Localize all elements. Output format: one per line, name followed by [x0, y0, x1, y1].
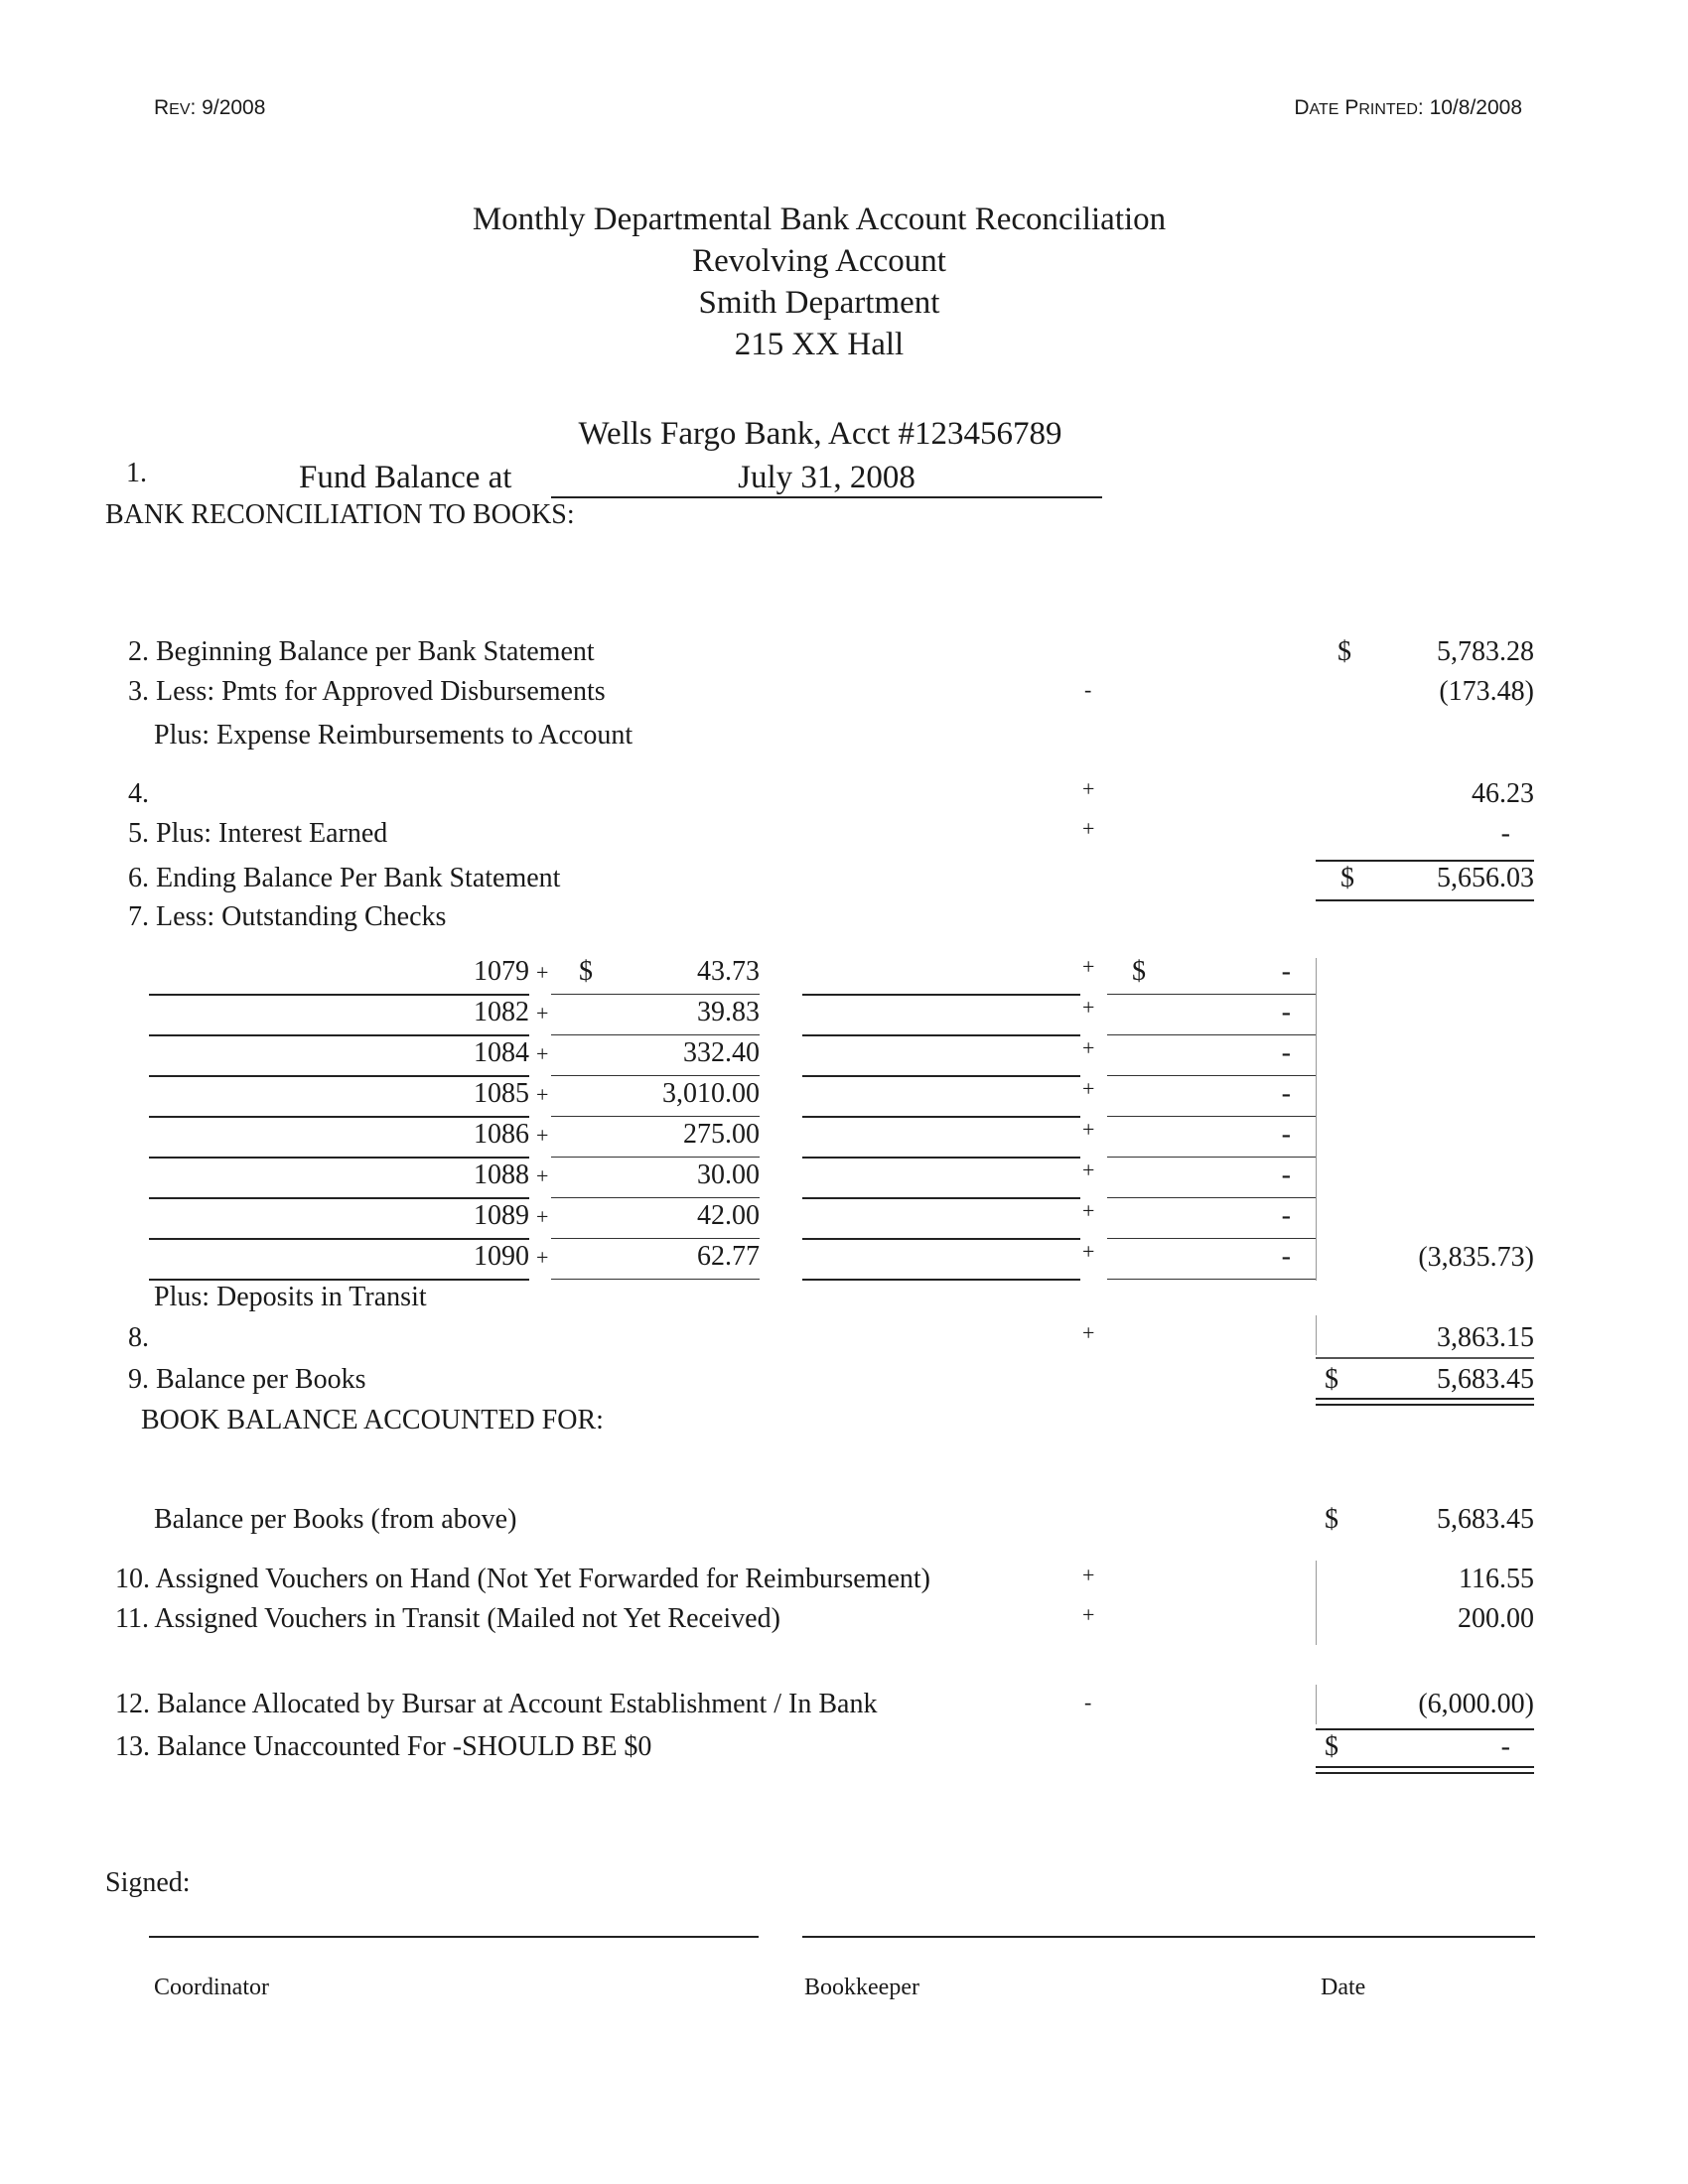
line-9-label: 9. Balance per Books: [128, 1364, 366, 1395]
fund-line-number: 1.: [126, 458, 147, 488]
check-blank-rule[interactable]: [802, 1279, 1080, 1281]
check-right-amount: -: [1281, 1160, 1291, 1190]
check-right-plus-sign: +: [1082, 954, 1095, 979]
check-right-plus-sign: +: [1082, 1076, 1095, 1101]
line-13-currency: $: [1325, 1731, 1338, 1762]
check-right-rule: [1107, 1157, 1316, 1158]
check-number: 1089: [474, 1200, 529, 1231]
check-amount: 39.83: [697, 997, 760, 1027]
line-8-operator: +: [1082, 1320, 1095, 1345]
line-2-label: 2. Beginning Balance per Bank Statement: [128, 636, 595, 667]
line-8-divider: [1316, 1315, 1317, 1355]
check-blank-rule[interactable]: [802, 1197, 1080, 1199]
check-amount: 43.73: [697, 956, 760, 987]
line-11-label: 11. Assigned Vouchers in Transit (Mailed not Yet Received): [115, 1603, 780, 1634]
bank-reconciliation-heading: BANK RECONCILIATION TO BOOKS:: [105, 499, 575, 530]
check-right-rule: [1107, 1197, 1316, 1198]
check-blank-rule[interactable]: [802, 994, 1080, 996]
book-balance-heading: BOOK BALANCE ACCOUNTED FOR:: [141, 1405, 604, 1435]
line-9-currency: $: [1325, 1364, 1338, 1395]
check-plus-sign: +: [536, 1082, 549, 1107]
check-plus-sign: +: [536, 1041, 549, 1066]
line-13-amount: -: [1500, 1731, 1510, 1762]
line-4-amount: 46.23: [1472, 778, 1534, 809]
line-4-number: 4.: [128, 778, 149, 809]
line-2-amount: 5,783.28: [1437, 636, 1534, 667]
line-8-number: 8.: [128, 1322, 149, 1353]
line-10-label: 10. Assigned Vouchers on Hand (Not Yet Forwarded for Reimbursement): [115, 1564, 930, 1594]
check-right-amount: -: [1281, 1241, 1291, 1272]
line-4-operator: +: [1082, 776, 1095, 801]
revision-label: REV: 9/2008: [154, 96, 266, 119]
line-12-amount: (6,000.00): [1418, 1689, 1534, 1719]
check-right-currency: $: [1132, 956, 1146, 987]
line-8-amount: 3,863.15: [1437, 1322, 1534, 1353]
checks-right-divider: [1316, 958, 1317, 1281]
line-13-double-rule-bottom: [1316, 1772, 1534, 1774]
line-12-operator: -: [1084, 1690, 1092, 1714]
check-amount-rule: [551, 1197, 760, 1198]
check-plus-sign: +: [536, 960, 549, 985]
line-11-amount: 200.00: [1458, 1603, 1534, 1634]
check-number: 1082: [474, 997, 529, 1027]
check-right-plus-sign: +: [1082, 1117, 1095, 1142]
check-amount-rule: [551, 994, 760, 995]
line-9-double-rule-top: [1316, 1398, 1534, 1400]
check-right-amount: -: [1281, 956, 1291, 987]
book-balance-from-above-amount: 5,683.45: [1437, 1504, 1534, 1535]
check-number: 1084: [474, 1037, 529, 1068]
line-3-label: 3. Less: Pmts for Approved Disbursements: [128, 676, 606, 707]
check-right-amount: -: [1281, 1200, 1291, 1231]
coordinator-signature-line[interactable]: [149, 1936, 759, 1938]
check-number: 1086: [474, 1119, 529, 1150]
check-blank-rule[interactable]: [802, 1075, 1080, 1077]
check-number: 1085: [474, 1078, 529, 1109]
signed-label: Signed:: [105, 1867, 191, 1898]
bank-account: Wells Fargo Bank, Acct #123456789: [578, 416, 1062, 452]
department-address: 215 XX Hall: [734, 327, 905, 362]
date-label: Date: [1321, 1975, 1366, 2000]
line-12-label: 12. Balance Allocated by Bursar at Account Establishment / In Bank: [115, 1689, 878, 1719]
document-title: Monthly Departmental Bank Account Reconciliation: [472, 202, 1167, 237]
check-right-rule: [1107, 1116, 1316, 1117]
bookkeeper-label: Bookkeeper: [804, 1975, 919, 2000]
check-blank-rule[interactable]: [802, 1034, 1080, 1036]
check-right-rule: [1107, 1075, 1316, 1076]
lines-10-11-divider: [1316, 1561, 1317, 1645]
check-right-plus-sign: +: [1082, 995, 1095, 1020]
department-name: Smith Department: [698, 285, 940, 321]
line-2-currency: $: [1337, 636, 1351, 667]
line-6-bottom-rule: [1316, 899, 1534, 901]
check-right-rule: [1107, 994, 1316, 995]
check-number: 1088: [474, 1160, 529, 1190]
line-8-pre-label: Plus: Deposits in Transit: [154, 1282, 427, 1312]
check-currency: $: [579, 956, 593, 987]
line-7-total: (3,835.73): [1418, 1242, 1534, 1273]
date-printed-label: DATE PRINTED: 10/8/2008: [1294, 96, 1522, 119]
line-10-operator: +: [1082, 1563, 1095, 1587]
check-amount: 332.40: [683, 1037, 760, 1068]
check-right-rule: [1107, 1279, 1316, 1280]
check-right-amount: -: [1281, 1078, 1291, 1109]
line-9-double-rule-bottom: [1316, 1404, 1534, 1406]
line-8-rule: [1316, 1357, 1534, 1359]
check-right-plus-sign: +: [1082, 1158, 1095, 1182]
check-blank-rule[interactable]: [802, 1157, 1080, 1159]
line-6-currency: $: [1340, 863, 1354, 893]
line-3-operator: -: [1084, 677, 1092, 702]
book-balance-from-above-label: Balance per Books (from above): [154, 1504, 517, 1535]
check-plus-sign: +: [536, 1204, 549, 1229]
check-number: 1090: [474, 1241, 529, 1272]
check-amount: 275.00: [683, 1119, 760, 1150]
check-plus-sign: +: [536, 1001, 549, 1025]
line-12-divider: [1316, 1685, 1317, 1724]
check-right-plus-sign: +: [1082, 1198, 1095, 1223]
check-right-plus-sign: +: [1082, 1035, 1095, 1060]
fund-date-underline: [551, 496, 1102, 498]
check-amount-rule: [551, 1116, 760, 1117]
line-6-amount: 5,656.03: [1437, 863, 1534, 893]
check-right-rule: [1107, 1238, 1316, 1239]
check-blank-rule[interactable]: [802, 1116, 1080, 1118]
fund-balance-date: July 31, 2008: [738, 460, 915, 495]
check-right-amount: -: [1281, 997, 1291, 1027]
check-right-plus-sign: +: [1082, 1239, 1095, 1264]
check-amount-rule: [551, 1238, 760, 1239]
check-amount: 3,010.00: [662, 1078, 760, 1109]
check-right-amount: -: [1281, 1119, 1291, 1150]
line-13-double-rule-top: [1316, 1766, 1534, 1768]
line-10-amount: 116.55: [1459, 1564, 1534, 1594]
fund-balance-label: Fund Balance at: [299, 460, 512, 495]
check-amount-rule: [551, 1157, 760, 1158]
check-plus-sign: +: [536, 1163, 549, 1188]
account-type: Revolving Account: [692, 243, 946, 279]
check-plus-sign: +: [536, 1123, 549, 1148]
check-right-amount: -: [1281, 1037, 1291, 1068]
coordinator-label: Coordinator: [154, 1975, 269, 2000]
check-amount: 30.00: [697, 1160, 760, 1190]
check-amount-rule: [551, 1034, 760, 1035]
line-13-label: 13. Balance Unaccounted For -SHOULD BE $0: [115, 1731, 652, 1762]
line-11-operator: +: [1082, 1602, 1095, 1627]
line-3-amount: (173.48): [1439, 676, 1534, 707]
check-amount: 62.77: [697, 1241, 760, 1272]
check-amount-rule: [551, 1279, 760, 1280]
line-6-label: 6. Ending Balance Per Bank Statement: [128, 863, 561, 893]
book-balance-from-above-currency: $: [1325, 1504, 1338, 1535]
check-amount-rule: [551, 1075, 760, 1076]
line-5-amount: -: [1500, 818, 1510, 849]
bookkeeper-signature-line[interactable]: [802, 1936, 1535, 1938]
check-number: 1079: [474, 956, 529, 987]
line-4-pre-label: Plus: Expense Reimbursements to Account: [154, 720, 633, 751]
line-5-label: 5. Plus: Interest Earned: [128, 818, 388, 849]
line-5-operator: +: [1082, 816, 1095, 841]
line-9-amount: 5,683.45: [1437, 1364, 1534, 1395]
check-amount: 42.00: [697, 1200, 760, 1231]
line-7-label: 7. Less: Outstanding Checks: [128, 901, 447, 932]
check-right-rule: [1107, 1034, 1316, 1035]
check-blank-rule[interactable]: [802, 1238, 1080, 1240]
check-plus-sign: +: [536, 1245, 549, 1270]
